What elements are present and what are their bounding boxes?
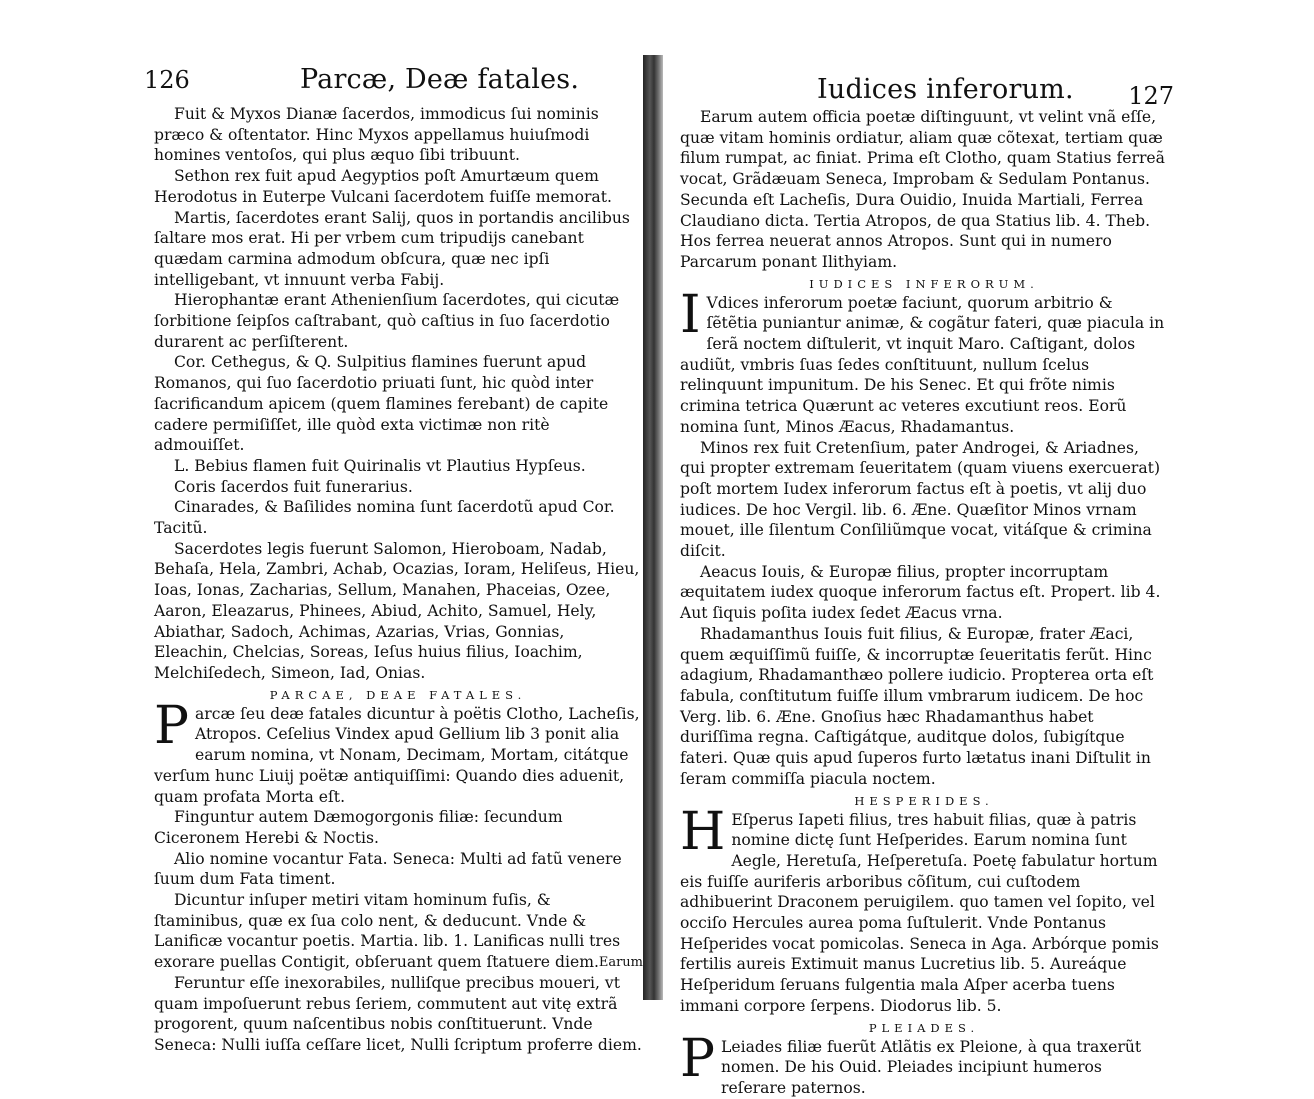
drop-initial: H <box>680 801 726 862</box>
catchword: Earum <box>598 955 643 970</box>
paragraph: Dicuntur inſuper metiri vitam hominum fuſis, & ſtaminibus, quæ ex ſua colo nent, & deducunt. Vnde & Lanificæ vocantur poetis. Martia. lib. 1. Lanificas nulli tres exorare puellas Contigit, obſeruant quem ſtatuere diem. <box>154 891 621 972</box>
paragraph: Sethon rex fuit apud Aegyptios poſt Amurtæum quem Herodotus in Euterpe Vulcani ſacerdotem fuiſſe memorat. <box>154 167 612 206</box>
drop-initial: P <box>154 695 189 756</box>
paragraph-text: Eſperus Iapeti filius, tres habuit filias, quæ à patris nomine dictę ſunt Heſperides. Earum nomina ſunt Aegle, Heretuſa, Heſperetuſa. Poetę fabulatur hortum eis fuiſſe auriferis arboribus cõſitum, cui cuſtodem adhibuerint Draconem peruigilem. quo tamen vel ſopito, vel occiſo Hercules aurea poma ſuſtulerit. Vnde Pontanus Heſperides vocat pomicolas. Seneca in Aga. Arbórque pomis fertilis aureis Extimuit manus Lucretius lib. 5. Aureáque Heſperidum ſeruans fulgentia mala Aſper acerba tuens immani corpore ſerpens. Diodorus lib. 5. <box>680 810 1159 1015</box>
paragraph-text: Leiades filiæ fuerũt Atlãtis ex Pleione, à qua traxerũt nomen. De his Ouid. Pleiades incipiunt humeros reſerare paternos. <box>721 1037 1142 1097</box>
book-gutter <box>643 55 663 1000</box>
section-heading: PLEIADES. <box>868 1020 980 1035</box>
paragraph: Cinarades, & Baſilides nomina ſunt ſacerdotũ apud Cor. Tacitũ. <box>154 498 615 538</box>
page-body <box>154 104 642 1056</box>
paragraph-text: arcæ ſeu deæ fatales dicuntur à poëtis Clotho, Lacheſis, Atropos. Ceſelius Vindex apud Gellium lib 3 ponit alia earum nomina, vt Nonam, Decimam, Mortam, citátque verſum hunc Liuij poëtæ antiquiſſimi: Quando dies aduenit, quam profata Morta eſt. <box>154 704 640 806</box>
paragraph: Fuit & Myxos Dianæ ſacerdos, immodicus ſui nominis præco & oſtentator. Hinc Myxos appellamus huiuſmodi homines ventoſos, qui plus æquo ſibi tribuunt. <box>154 105 599 165</box>
paragraph: Finguntur autem Dæmogorgonis filiæ: ſecundum Ciceronem Herebi & Noctis. <box>154 808 563 847</box>
paragraph: L. Bebius flamen fuit Quirinalis vt Plautius Hypſeus. <box>174 456 586 475</box>
paragraph: Feruntur eſſe inexorabiles, nulliſque precibus moueri, vt quam impoſuerunt rebus ſeriem, commutent aut vitę extrã progorent, quum naſcentibus nobis conſtituerunt. Vnde Seneca: Nulli iuſſa ceſſare licet, Nulli ſcriptum proferre diem. <box>154 973 642 1054</box>
paragraph: Coris ſacerdos fuit funerarius. <box>174 477 413 496</box>
paragraph: Cor. Cethegus, & Q. Sulpitius flamines fuerunt apud Romanos, qui ſuo ſacerdotio priuati ſunt, hic quòd inter ſacrificandum apicem (quem flamines ferebant) de capite cadere permiſiſſet, ille quòd exta victimæ non ritè admouiſſet. <box>154 353 609 455</box>
page-number: 126 <box>144 66 190 94</box>
section-heading: IUDICES INFERORUM. <box>809 276 1039 291</box>
page-body <box>680 107 1168 1099</box>
section-heading: PARCAE, DEAE FATALES. <box>269 687 527 702</box>
drop-initial: I <box>680 284 701 345</box>
left-page <box>140 0 645 1054</box>
right-page <box>662 0 1174 1097</box>
section-first-paragraph <box>680 1028 1168 1099</box>
paragraph: Alio nomine vocantur Fata. Seneca: Multi ad fatũ venere ſuum dum Fata timent. <box>154 849 622 889</box>
section-first-paragraph <box>680 801 1168 1017</box>
paragraph: Rhadamanthus Iouis fuit filius, & Europæ, frater Æaci, quem æquiſſimũ fuiſſe, & incorruptæ ſeueritatis ferũt. Hinc adagium, Rhadamanthæo pollere iudicio. Propterea orta eſt fabula, conſtitutum fuiſſe illum vmbrarum iudicem. De hoc Verg. lib. 6. Æne. Gnoſius hæc Rhadamanthus habet duriſſima regna. Caſtigátque, auditque dolos, ſubigítque fateri. Quæ quis apud ſuperos furto lætatus inani Diſtulit in ſeram commiſſa piacula noctem. <box>680 624 1154 788</box>
section-first-paragraph <box>680 284 1168 438</box>
paragraph-text: Vdices inferorum poetæ faciunt, quorum arbitrio & ſẽtẽtia puniantur animæ, & cogãtur fateri, quæ piacula in ſerã noctem diſtulerit, vt inquit Maro. Caſtigant, dolos audiũt, vmbris ſuas ſedes conſtituunt, nullum ſcelus relinquunt impunitum. De his Senec. Et qui frõte nimis crimina tetrica Quærunt ac veteres excutiunt reos. Eorũ nomina ſunt, Minos Æacus, Rhadamantus. <box>680 293 1165 436</box>
paragraph: Martis, ſacerdotes erant Salij, quos in portandis ancilibus ſaltare mos erat. Hi per vrbem cum tripudijs canebant quædam carmina admodum obſcura, quæ nec ipſi intelligebant, vt innuunt verba Fabij. <box>154 208 630 289</box>
running-head: Parcæ, Deæ fatales. <box>300 64 580 95</box>
paragraph: Hierophantæ erant Athenienſium ſacerdotes, qui cicutæ ſorbitione ſeipſos caſtrabant, quò caſtius in ſuo ſacerdotio durarent ac perſiſterent. <box>154 291 620 351</box>
paragraph: Aeacus Iouis, & Europæ filius, propter incorruptam æquitatem iudex quoque inferorum factus eſt. Propert. lib 4. Aut ſiquis poſita iudex ſedet Æacus vrna. <box>680 562 1161 623</box>
paragraph: Minos rex fuit Cretenſium, pater Androgei, & Ariadnes, qui propter extremam ſeueritatem (quam viuens exercuerat) poſt mortem Iudex inferorum factus eſt à poetis, vt alij duo iudices. De hoc Vergil. lib. 6. Æne. Quæſitor Minos vrnam mouet, ille ſilentum Conſiliũmque vocat, vitáſque & crimina diſcit. <box>680 438 1161 561</box>
paragraph: Earum autem officia poetæ diſtinguunt, vt velint vnã eſſe, quæ vitam hominis ordiatur, aliam quæ cõtexat, tertiam quæ filum rumpat, ac finiat. Prima eſt Clotho, quam Statius ferreã vocat, Grãdæuam Seneca, Improbam & Sedulam Pontanus. Secunda eſt Lacheſis, Dura Ouidio, Inuida Martiali, Ferrea Claudiano dicta. Tertia Atropos, de qua Statius lib. 4. Theb. Hos ferrea neuerat annos Atropos. Sunt qui in numero Parcarum ponant Ilithyiam. <box>680 108 1165 271</box>
page-number: 127 <box>1128 82 1174 110</box>
drop-initial: P <box>680 1028 715 1089</box>
section-heading: HESPERIDES. <box>854 793 994 808</box>
section-first-paragraph <box>154 695 642 808</box>
paragraph: Sacerdotes legis fuerunt Salomon, Hieroboam, Nadab, Behaſa, Hela, Zambri, Achab, Ocazias, Ioram, Heliſeus, Hieu, Ioas, Ionas, Zacharias, Sellum, Manahen, Phaceias, Ozee, Aaron, Eleazarus, Phinees, Abiud, Achito, Samuel, Hely, Abiathar, Sadoch, Achimas, Azarias, Vrias, Gonnias, Eleachin, Chelcias, Soreas, Ieſus huius filius, Ioachim, Melchiſedech, Simeon, Iad, Onias. <box>154 539 640 682</box>
running-head: Iudices inferorum. <box>817 74 1074 105</box>
